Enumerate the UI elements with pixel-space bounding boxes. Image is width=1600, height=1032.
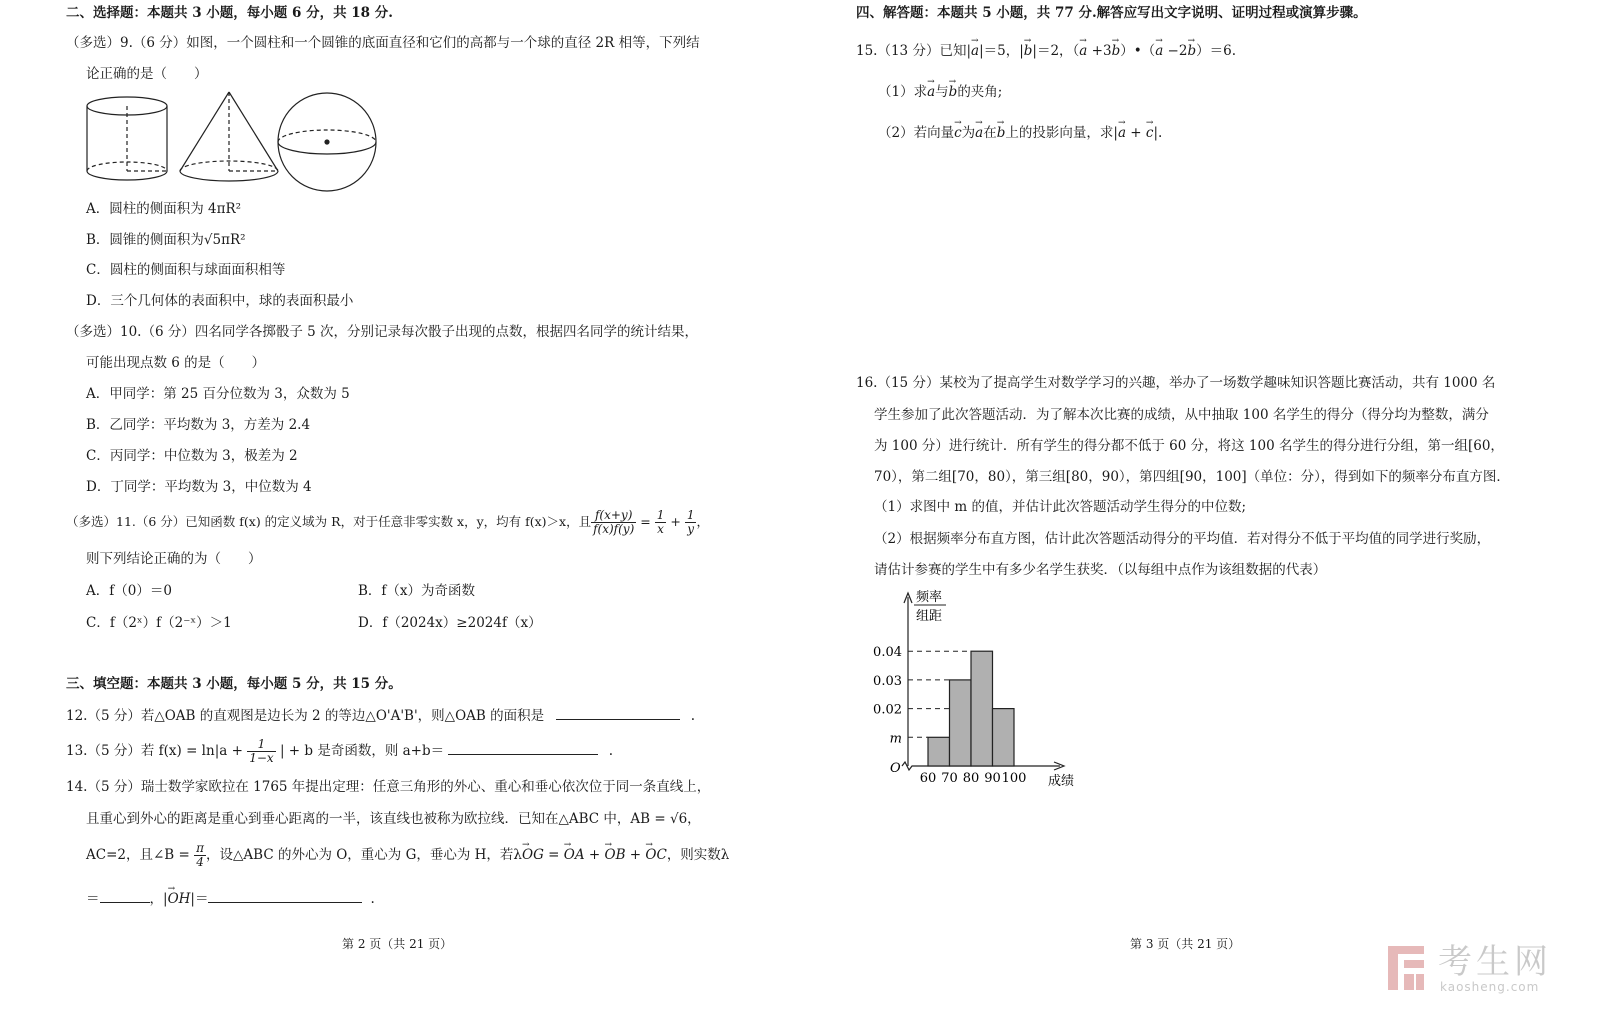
vector-c: → c <box>954 123 962 143</box>
fraction-numerator: 1 <box>686 508 695 522</box>
q15-2-text-6: |. <box>1153 125 1163 141</box>
geometry-figures <box>85 88 385 196</box>
answer-blank-14-lambda[interactable] <box>100 888 150 903</box>
origin-label: O <box>890 761 901 776</box>
x-axis-label: 成绩 <box>1048 774 1075 789</box>
q15-text-5: ）•（ <box>1120 43 1156 59</box>
y-tick-label-1: m <box>889 731 902 747</box>
fraction-denominator: f(x)f(y) <box>593 522 635 536</box>
question-14-text: AC=2，且∠B = <box>86 847 190 863</box>
question-15-part-1 <box>878 82 1002 102</box>
y-tick-label-2: 0.02 <box>873 702 902 718</box>
question-14-plus-1: + <box>584 847 605 863</box>
question-12-text: 12.（5 分）若△OAB 的直观图是边长为 2 的等边△O'A'B'，则△OAB 的面积是 <box>66 708 545 724</box>
question-14-equals: = <box>543 847 564 863</box>
question-10-option-b: B．乙同学：平均数为 3，方差为 2.4 <box>86 417 311 433</box>
vector-a: → a <box>1079 41 1087 61</box>
vector-ob: → OB <box>605 838 626 872</box>
vector-b: → b <box>997 123 1006 143</box>
x-tick-label-5: 100 <box>1001 771 1027 786</box>
question-10-stem: （多选）10.（6 分）四名同学各掷骰子 5 次，分别记录每次骰子出现的点数，根据四名同学的统计结果， <box>66 324 699 340</box>
cylinder-figure <box>87 97 167 180</box>
histogram-bar-4 <box>993 709 1015 766</box>
question-11-option-b: B．f（x）为奇函数 <box>358 583 476 599</box>
histogram-y-ticks <box>873 645 902 746</box>
question-11-equals: = <box>640 514 651 529</box>
vector-a: → a <box>1118 123 1126 143</box>
vector-oa: → OA <box>564 838 585 872</box>
fraction-denominator: x <box>657 522 664 536</box>
question-14-text-end: ，则实数λ <box>666 847 730 863</box>
question-10-option-c: C．丙同学：中位数为 3，极差为 2 <box>86 448 298 464</box>
x-tick-label-1: 60 <box>919 771 937 786</box>
question-13-text-cont: | + b 是奇函数，则 a+b＝ <box>279 743 445 759</box>
vector-oc: → OC <box>645 838 666 872</box>
y-axis-label-denominator: 组距 <box>916 609 943 624</box>
section-4-title: 四、解答题：本题共 5 小题，共 77 分.解答应写出文字说明、证明过程或演算步骤。 <box>856 5 1367 21</box>
question-9-option-d: D．三个几何体的表面积中，球的表面积最小 <box>86 293 354 309</box>
watermark-url: kaosheng.com <box>1440 980 1540 994</box>
question-12 <box>66 705 695 726</box>
histogram-bar-1 <box>928 737 950 766</box>
question-9-option-b: B．圆锥的侧面积为√5πR² <box>86 232 246 248</box>
watermark <box>1386 942 1586 998</box>
question-14-line4 <box>86 888 375 909</box>
question-14-line3 <box>86 838 729 872</box>
q15-text-3: |＝2，（ <box>1032 43 1080 59</box>
question-14-plus-2: + <box>625 847 646 863</box>
question-16-part-2: （2）根据频率分布直方图，估计此次答题活动得分的平均值．若对得分不低于平均值的同学进行奖励， <box>874 531 1491 547</box>
watermark-logo-icon <box>1386 942 1428 992</box>
answer-blank-13[interactable] <box>448 740 598 755</box>
question-13 <box>66 734 613 768</box>
vector-oh: → OH <box>168 889 191 909</box>
q15-text-2: |＝5，| <box>979 43 1024 59</box>
q15-text-6: −2 <box>1163 43 1188 59</box>
question-14-equals-2: ＝ <box>86 891 100 907</box>
fraction-numerator: 1 <box>656 508 665 522</box>
x-tick-label-3: 80 <box>962 771 980 786</box>
question-11-stem <box>66 505 709 539</box>
answer-blank-14-oh[interactable] <box>208 888 362 903</box>
question-16-part-1: （1）求图中 m 的值，并估计此次答题活动学生得分的中位数; <box>874 499 1247 515</box>
page-footer-left: 第 2 页（共 21 页） <box>342 937 453 951</box>
question-11-option-d: D．f（2024x）≥2024f（x） <box>358 615 542 631</box>
fraction-denominator: 4 <box>196 855 204 869</box>
question-10-stem-cont: 可能出现点数 6 的是（ ） <box>86 355 266 371</box>
question-16-stem: 16.（15 分）某校为了提高学生对数学学习的兴趣，举办了一场数学趣味知识答题比赛活动，共有 1000 名 <box>856 375 1496 391</box>
vector-a: → a <box>1155 41 1163 61</box>
question-14-stem-cont: 且重心到外心的距离是重心到垂心距离的一半，该直线也被称为欧拉线．已知在△ABC 中，AB = √6， <box>86 811 701 827</box>
y-tick-label-3: 0.03 <box>873 673 902 689</box>
question-15-part-2 <box>878 123 1162 143</box>
question-13-text: 13.（5 分）若 f(x) = ln|a + <box>66 743 243 759</box>
page-footer-right: 第 3 页（共 21 页） <box>1130 937 1241 951</box>
question-11-comma: ， <box>696 514 709 529</box>
vector-b: → b <box>1112 41 1121 61</box>
histogram-bar-3 <box>971 651 993 766</box>
left-page <box>0 0 790 1032</box>
q15-1-text-2: 与 <box>935 84 949 100</box>
right-page <box>800 0 1600 1032</box>
q15-text-7: ）＝6. <box>1196 43 1236 59</box>
x-tick-label-2: 70 <box>941 771 958 786</box>
question-14-sep: ，| <box>149 891 168 907</box>
q15-text-1: 15.（13 分）已知| <box>856 43 971 59</box>
q15-text-4: +3 <box>1087 43 1112 59</box>
vector-a: → a <box>927 82 935 102</box>
answer-blank-12[interactable] <box>556 705 680 720</box>
question-13-period: . <box>608 743 614 759</box>
q15-2-text-2: 为 <box>961 125 976 141</box>
question-14-text-mid: ，设△ABC 的外心为 O，重心为 G，垂心为 H，若λ <box>206 847 522 863</box>
question-14-fraction <box>194 842 206 869</box>
question-9-option-c: C．圆柱的侧面积与球面面积相等 <box>86 262 286 278</box>
frequency-histogram <box>868 585 1088 795</box>
fraction-numerator: f(x+y) <box>591 509 636 523</box>
question-11-fraction <box>591 509 636 536</box>
question-14-stem: 14.（5 分）瑞士数学家欧拉在 1765 年提出定理：任意三角形的外心、重心和垂心依次位于同一条直线上， <box>66 779 711 795</box>
vector-b: → b <box>949 82 958 102</box>
question-11-fraction-1-y <box>685 509 697 536</box>
question-11-fraction-1-x <box>655 509 667 536</box>
y-axis-label-numerator: 频率 <box>916 590 943 605</box>
fraction-denominator: y <box>687 522 695 536</box>
fraction-denominator: 1−x <box>249 751 274 765</box>
vector-b: → b <box>1024 41 1033 61</box>
question-9-option-a: A．圆柱的侧面积为 4πR² <box>86 201 242 217</box>
y-tick-label-4: 0.04 <box>873 645 902 661</box>
question-11-option-a: A．f（0）＝0 <box>86 583 172 599</box>
question-16-stem-4: 70），第二组[70，80），第三组[80，90），第四组[90，100]（单位：分），得到如下的频率分布直方图． <box>874 469 1510 485</box>
question-10-option-a: A．甲同学：第 25 百分位数为 3，众数为 5 <box>86 386 350 402</box>
question-16-stem-2: 学生参加了此次答题活动．为了解本次比赛的成绩，从中抽取 100 名学生的得分（得分均为整数，满分 <box>874 407 1489 423</box>
cone-figure <box>180 92 278 181</box>
sphere-figure <box>278 93 376 191</box>
question-9-stem-cont: 论正确的是（ ） <box>86 66 208 82</box>
q15-2-text-3: 在 <box>983 125 997 141</box>
vector-a: → a <box>975 123 983 143</box>
watermark-text: 考生网 <box>1438 942 1552 982</box>
question-12-period: . <box>690 708 695 724</box>
fraction-numerator: 1 <box>247 738 275 752</box>
question-14-period: . <box>370 891 375 907</box>
question-16-stem-3: 为 100 分）进行统计．所有学生的得分都不低于 60 分，将这 100 名学生的得分进行分组，第一组[60， <box>874 438 1504 454</box>
question-9-stem: （多选）9.（6 分）如图，一个圆柱和一个圆锥的底面直径和它们的高都与一个球的直径 2R 相等，下列结 <box>66 35 700 51</box>
section-3-title: 三、填空题：本题共 3 小题，每小题 5 分，共 15 分。 <box>66 676 402 692</box>
question-10-option-d: D．丁同学：平均数为 3，中位数为 4 <box>86 479 312 495</box>
question-11-option-c: C．f（2ˣ）f（2⁻ˣ）＞1 <box>86 615 232 631</box>
vector-c: → c <box>1146 123 1154 143</box>
question-11-plus: + <box>670 514 681 529</box>
question-14-abs-close: |＝ <box>190 891 209 907</box>
q15-1-text-3: 的夹角; <box>957 84 1003 100</box>
histogram-x-ticks <box>920 771 1027 786</box>
question-13-fraction <box>247 738 275 765</box>
question-15-stem <box>856 41 1236 61</box>
histogram-bar-2 <box>950 680 972 766</box>
q15-2-text-5: + <box>1126 125 1146 141</box>
question-11-stem-text: （多选）11.（6 分）已知函数 f(x) 的定义域为 R，对于任意非零实数 x，y，均有 f(x)＞x，且 <box>66 514 592 529</box>
q15-2-text-4: 上的投影向量，求| <box>1005 125 1118 141</box>
fraction-numerator: π <box>196 841 205 855</box>
vector-og: → OG <box>522 838 544 872</box>
vector-b: → b <box>1187 41 1196 61</box>
histogram-bars <box>928 651 1014 766</box>
q15-1-text-1: （1）求 <box>878 84 928 100</box>
section-2-title: 二、选择题：本题共 3 小题，每小题 6 分，共 18 分. <box>66 5 393 21</box>
question-11-stem-cont: 则下列结论正确的为（ ） <box>86 551 262 567</box>
q15-2-text-1: （2）若向量 <box>878 125 955 141</box>
question-16-part-2-cont: 请估计参赛的学生中有多少名学生获奖．（以每组中点作为该组数据的代表） <box>874 562 1327 578</box>
vector-a: → a <box>971 41 979 61</box>
x-tick-label-4: 90 <box>984 771 1001 786</box>
